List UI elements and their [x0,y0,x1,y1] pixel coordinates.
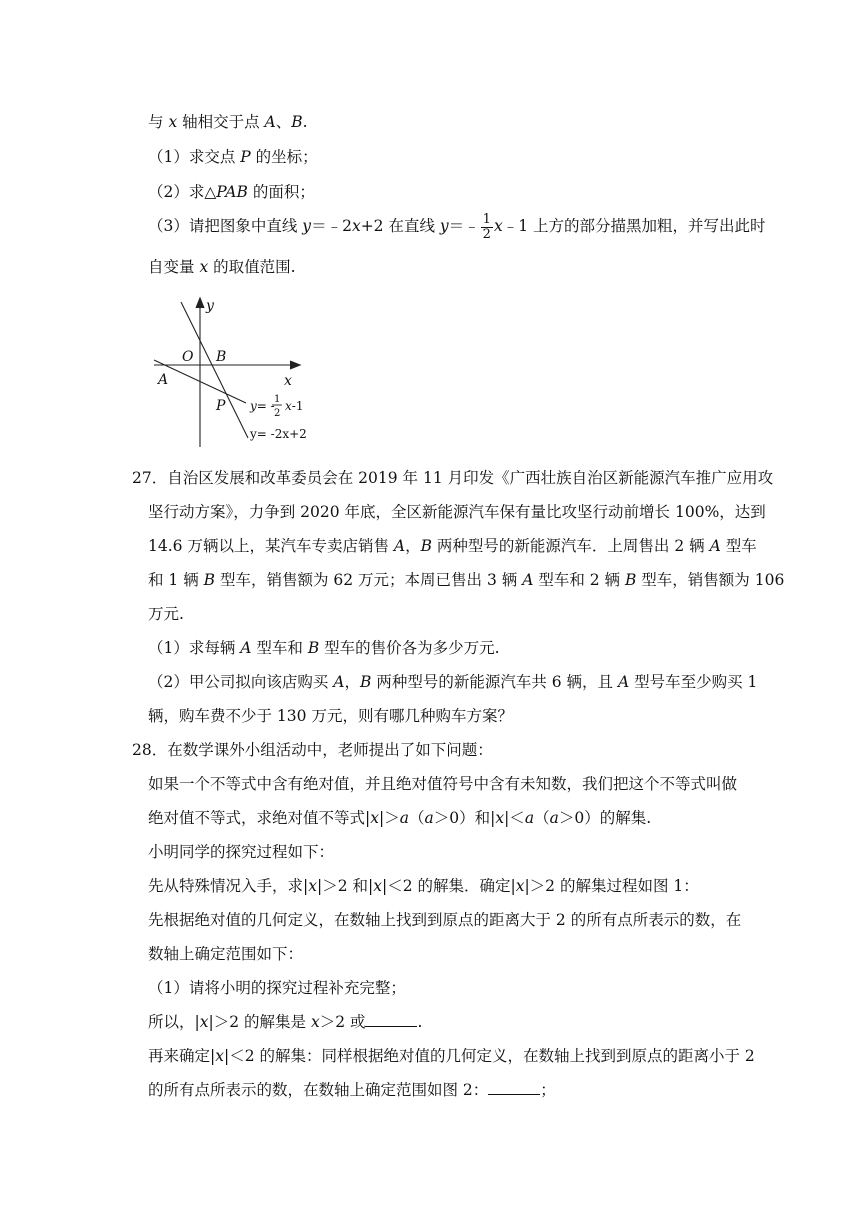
text: （2）甲公司拟向该店购买 [148,673,334,691]
var-x: x [373,877,382,895]
point-p-label: P [216,398,226,414]
coordinate-figure [148,292,318,452]
model-b: B [420,537,432,555]
line1-frac-den: 2 [274,408,281,419]
var-x: x [199,1013,209,1031]
text: 再来确定| [148,1047,216,1065]
point-b-label: B [216,349,227,365]
var-x: x [168,113,178,131]
text: . [302,113,308,131]
fraction-numerator: 1 [482,211,491,227]
q27-line2: 坚行动方案》，力争到 2020 年底，全区新能源汽车保有量比攻坚行动前增长 100%，达到 [148,503,766,521]
model-b: B [203,571,216,589]
text: ＞0）和| [433,809,496,827]
q26-intro [148,112,308,132]
line1-x: x [285,399,292,413]
text: 的所有点所表示的数，在数轴上确定范围如图 2： [148,1081,489,1099]
text: （3）请把图象中直线 [148,217,303,235]
model-b: B [624,571,637,589]
var-x: x [310,1013,320,1031]
text: 的面积； [247,183,315,201]
text: 型车的售价各为多少万元. [319,639,500,657]
model-b: B [360,673,372,691]
text: |＜ [504,809,525,827]
var-y: y [302,217,312,235]
q28-line1: 28．在数学课外小组活动中，老师提出了如下问题： [132,741,493,759]
text: ， [405,537,421,555]
origin-label: O [182,349,194,365]
var-x: x [493,217,503,235]
var-a: a [424,809,434,827]
model-a: A [240,639,252,657]
q28-line5 [148,876,699,896]
text: 型号车至少购买 1 [629,673,758,691]
q26-part2 [148,182,315,202]
line1-y: y [250,399,257,413]
text: ＞0）的解集. [558,809,652,827]
var-x: x [370,809,379,827]
q27-line3 [148,536,757,556]
q27-line4 [148,570,784,590]
q27-part2a [148,672,757,692]
var-a: a [399,809,409,827]
text: |＞ [378,809,400,827]
text: （1）求交点 [148,148,241,166]
text: 自变量 [148,258,200,276]
var-x: x [515,877,525,895]
q26-part3 [148,212,766,242]
var-x: x [351,217,361,235]
text: （ [408,809,425,827]
line1-eq: = - [256,399,275,413]
q28-line6: 先根据绝对值的几何定义，在数轴上找到到原点的距离大于 2 的所有点所表示的数，在 [148,911,742,929]
triangle-pab: PAB [216,183,248,201]
y-axis-arrow-icon [196,298,204,308]
text: 型车 [720,537,757,555]
q27-part1 [148,638,500,658]
text: 先从特殊情况入手，求| [148,877,309,895]
text: |＞2 和| [316,877,374,895]
text: +2 在直线 [360,217,440,235]
line2-label: y= -2x+2 [250,427,307,441]
text: 轴相交于点 [177,113,265,131]
text: 和 1 辆 [148,571,204,589]
text: （1）求每辆 [148,639,241,657]
text: 绝对值不等式，求绝对值不等式| [148,809,371,827]
point-a-label: A [158,372,169,388]
var-x: x [495,809,505,827]
text: （ [534,809,550,827]
text: 型车和 2 辆 [533,571,625,589]
text: ＝﹣ [448,217,480,235]
text: （2）求△ [148,183,217,201]
text: 、 [275,113,292,131]
line1-tail-text: -1 [291,399,304,413]
q27-line5: 万元. [148,605,184,623]
answer-blank[interactable] [365,1012,417,1027]
model-a: A [709,537,721,555]
text: 两种型号的新能源汽车共 6 辆，且 [371,673,618,691]
var-x: x [215,1047,224,1065]
q28-part1: （1）请将小明的探究过程补充完整； [148,979,406,997]
text: 的取值范围. [208,258,296,276]
q26-part1 [148,147,318,167]
point-b: B [291,113,303,131]
fraction-denominator: 2 [482,226,491,242]
var-y: y [439,217,449,235]
text: 的坐标； [250,148,318,166]
line-y-eq-neg2x-plus2 [181,302,248,438]
text: 型车，销售额为 106 [636,571,785,589]
text: ＝﹣2 [311,217,352,235]
text: 型车，销售额为 62 万元；本周已售出 3 辆 [215,571,523,589]
model-a: A [333,673,345,691]
var-x: x [199,258,209,276]
text: |＜2 的解集．确定| [381,877,516,895]
text: ； [540,1081,556,1099]
answer-blank[interactable] [488,1080,540,1095]
model-b: B [307,639,320,657]
fraction-one-half [481,213,493,242]
point-p: P [240,148,251,166]
text: . [417,1013,423,1031]
text: 两种型号的新能源汽车．上周售出 2 辆 [431,537,710,555]
point-a: A [264,113,276,131]
q26-part3-cont [148,257,296,277]
text: |＞2 的解集是 [208,1013,311,1031]
text: 14.6 万辆以上，某汽车专卖店销售 [148,537,394,555]
q28-line3 [148,808,651,828]
var-a: a [524,809,535,827]
text: 型车和 [251,639,308,657]
var-x: x [308,877,317,895]
text: 与 [148,113,169,131]
var-a: a [549,809,559,827]
model-a: A [617,673,630,691]
x-axis-label: x [284,373,292,389]
x-axis-arrow-icon [290,361,300,369]
model-a: A [522,571,534,589]
line1-tail [285,399,303,413]
q28-line4: 小明同学的探究过程如下： [148,843,335,861]
q28-line7: 数轴上确定范围如下： [148,945,304,963]
text: ＞2 或 [319,1013,366,1031]
text: |＞2 的解集过程如图 1： [524,877,699,895]
q28-line2: 如果一个不等式中含有绝对值，并且绝对值符号中含有未知数，我们把这个不等式叫做 [148,775,738,793]
q27-line1: 27．自治区发展和改革委员会在 2019 年 11 月印发《广西壮族自治区新能源汽车推广应用攻 [132,469,774,487]
text: ﹣1 上方的部分描黑加粗，并写出此时 [502,217,766,235]
line1-frac-num: 1 [274,394,281,405]
q28-line9 [148,1012,422,1032]
q28-line11 [148,1080,556,1100]
text: |＜2 的解集：同样根据绝对值的几何定义，在数轴上找到到原点的距离小于 2 [223,1047,755,1065]
y-axis-label: y [206,298,214,314]
q28-line10 [148,1046,755,1066]
text: ， [344,673,361,691]
q27-part2b: 辆，购车费不少于 130 万元，则有哪几种购车方案？ [148,707,513,725]
text: 所以，| [148,1013,200,1031]
model-a: A [393,537,406,555]
line1-label [249,399,275,413]
